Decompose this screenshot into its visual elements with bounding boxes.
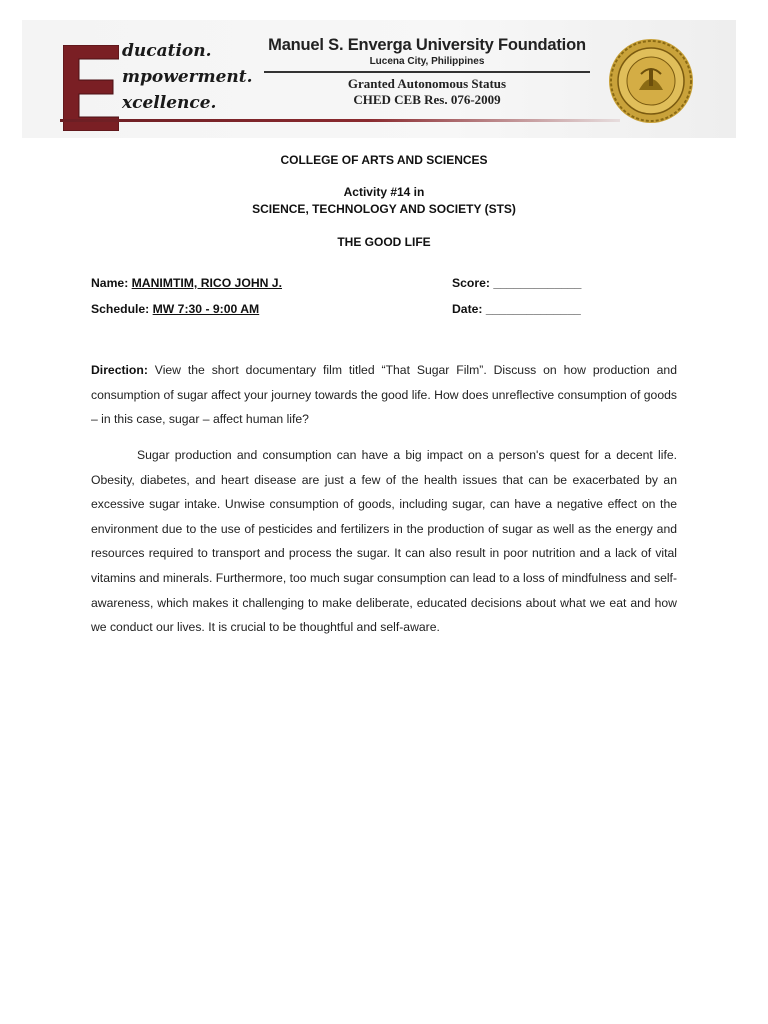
university-location: Lucena City, Philippines [369, 56, 485, 67]
schedule-label: Schedule: [91, 302, 150, 316]
schedule-value: MW 7:30 - 9:00 AM [152, 302, 260, 316]
score-label: Score: [452, 276, 490, 290]
university-block [262, 36, 592, 108]
date-label: Date: [452, 302, 483, 316]
date-field [452, 302, 581, 316]
university-name: Manuel S. Enverga University Foundation [268, 36, 586, 54]
motto-education: ducation. [122, 41, 212, 61]
direction-label: Direction: [91, 363, 148, 377]
direction-text: View the short documentary film titled “That Sugar Film”. Discuss on how production and consumption of sugar affect your journey towards the good life. How does unreflective consumption of goods – in this case, sugar – affect human life? [91, 363, 677, 427]
motto [122, 38, 252, 116]
college-title: COLLEGE OF ARTS AND SCIENCES [280, 153, 488, 167]
university-seal-icon [608, 38, 694, 124]
letterhead-banner [22, 20, 736, 138]
name-label: Name: [91, 276, 129, 290]
date-value: ______________ [485, 302, 581, 316]
autonomous-status: Granted Autonomous Status [347, 76, 507, 91]
direction-paragraph [91, 358, 677, 432]
score-value: _____________ [493, 276, 582, 290]
activity-title: Activity #14 in [343, 185, 425, 199]
name-value: MANIMTIM, RICO JOHN J. [131, 276, 282, 290]
motto-empowerment: mpowerment. [122, 67, 253, 87]
schedule-field [91, 302, 259, 316]
score-field [452, 276, 581, 290]
banner-rule [60, 119, 620, 122]
motto-excellence: xcellence. [122, 93, 217, 113]
header-divider [264, 71, 590, 73]
ched-resolution: CHED CEB Res. 076-2009 [353, 92, 501, 107]
topic-title: THE GOOD LIFE [337, 235, 431, 249]
answer-paragraph: Sugar production and consumption can have a big impact on a person's quest for a decent life. Obesity, diabetes, and heart disease are just a few of the health issues that can be exacerbated by an excessive sugar intake. Unwise consumption of goods, including sugar, can have a negative effect on the environment due to the use of pesticides and fertilizers in the production of sugar as well as the energy and resources required to transport and process the sugar. It can also result in poor nutrition and a lack of vital vitamins and minerals. Furthermore, too much sugar consumption can lead to a loss of mindfulness and self-awareness, which makes it challenging to make deliberate, educated decisions about what we eat and how we conduct our lives. It is crucial to be thoughtful and self-aware. [91, 448, 677, 635]
name-field [91, 276, 282, 290]
course-title: SCIENCE, TECHNOLOGY AND SOCIETY (STS) [252, 202, 516, 216]
